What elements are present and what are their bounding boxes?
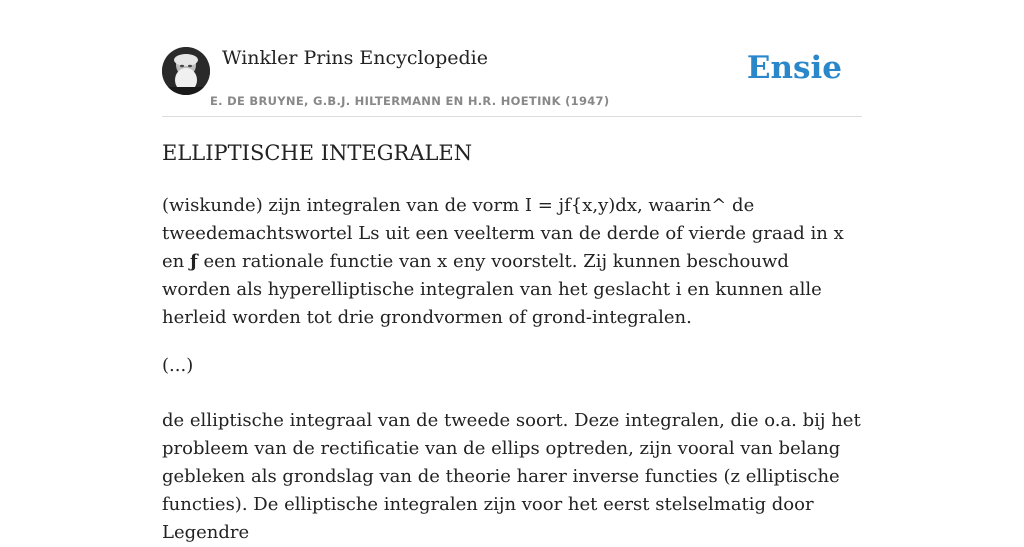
ensie-logo[interactable]: Ensie [746, 50, 842, 86]
paragraph-1-text-a: (wiskunde) zijn integralen van de vorm I = jf{x,y)dx, waarin^ de tweedemachtswortel Ls uit een veelterm van de derde of vierde graad in x en [162, 195, 844, 272]
omission-marker: (...) [162, 355, 194, 376]
article-title: ELLIPTISCHE INTEGRALEN [162, 141, 473, 165]
authors-line: E. DE BRUYNE, G.B.J. HILTERMANN EN H.R. HOETINK (1947) [210, 94, 610, 108]
paragraph-1-text-b: een rationale functie van x eny voorstelt. Zij kunnen beschouwd worden als hyperelliptische integralen van het geslacht i en kunnen alle herleid worden tot drie grondvormen of grond-integralen. [162, 251, 822, 328]
paragraph-1-symbol-f: ƒ [189, 251, 198, 272]
article-paragraph-3: de elliptische integraal van de tweede soort. Deze integralen, die o.a. bij het probleem van de rectificatie van de ellips optreden, zijn vooral van belang gebleken als grondslag van de theorie harer inverse functies (z elliptische functies). De elliptische integralen zijn voor het eerst stelselmatig door Legendre [162, 410, 861, 543]
author-avatar[interactable] [162, 47, 210, 95]
source-header [162, 0, 862, 117]
page [162, 0, 862, 543]
portrait-icon [162, 47, 210, 95]
article-paragraph-1 [162, 192, 862, 332]
source-title-link[interactable]: Winkler Prins Encyclopedie [222, 47, 488, 69]
